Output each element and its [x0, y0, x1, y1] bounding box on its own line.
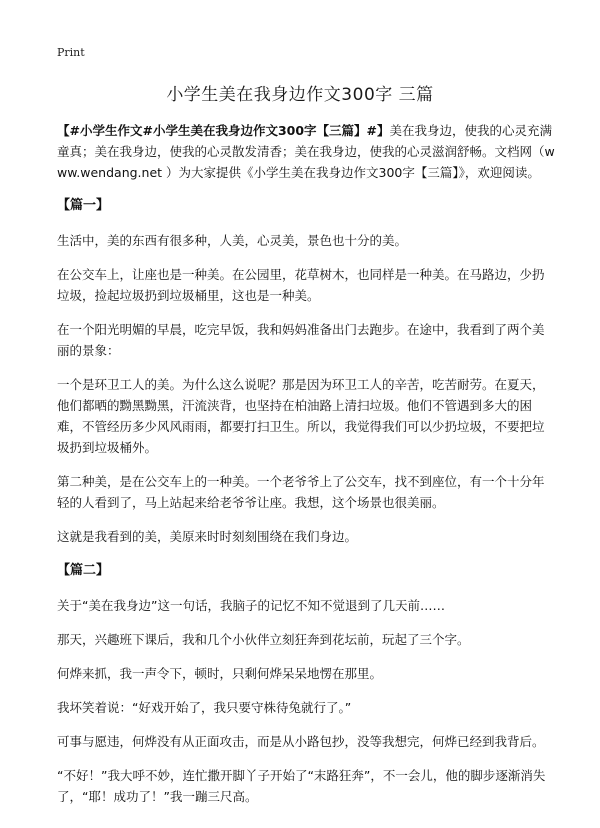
- paragraph: 一个是环卫工人的美。为什么这么说呢？那是因为环卫工人的辛苦，吃苦耐劳。在夏天，他们都晒的黝黑黝黑，汗流浃背，也坚持在柏油路上清扫垃圾。他们不管遇到多大的困难，不管经历多少风风雨雨，都要打扫卫生。所以，我觉得我们可以少扔垃圾，不要把垃圾扔到垃圾桶外。: [57, 377, 545, 455]
- paragraph: 关于“美在我身边”这一句话，我脑子的记忆不知不觉退到了几天前……: [57, 598, 445, 613]
- paragraph: 第二种美，是在公交车上的一种美。一个老爷爷上了公交车，找不到座位，有一个十分年轻的人看到了，马上站起来给老爷爷让座。我想，这个场景也很美丽。: [57, 474, 545, 510]
- paragraph: 可事与愿违，何烨没有从正面攻击，而是从小路包抄，没等我想完，何烨已经到我背后。: [57, 734, 545, 749]
- paragraph: 我坏笑着说：“好戏开始了，我只要守株待兔就行了。”: [57, 700, 352, 715]
- page-title: 小学生美在我身边作文300字 三篇: [166, 85, 434, 105]
- section-heading: 【篇一】: [57, 198, 110, 213]
- paragraph: 在一个阳光明媚的早晨，吃完早饭，我和妈妈准备出门去跑步。在途中，我看到了两个美丽的景象：: [57, 322, 545, 358]
- article-body: [57, 120, 555, 820]
- section-heading: 【篇二】: [57, 563, 110, 578]
- paragraph: “不好！”我大呼不妙，连忙撒开脚丫子开始了“末路狂奔”，不一会儿，他的脚步逐渐消失了，“耶！成功了！”我一蹦三尺高。: [57, 768, 546, 804]
- intro-paragraph: [57, 120, 555, 183]
- intro-tags: 【#小学生作文#小学生美在我身边作文300字【三篇】#】: [57, 123, 390, 138]
- paragraph: 何烨来抓，我一声令下，顿时，只剩何烨呆呆地愣在那里。: [57, 666, 383, 681]
- paragraph: 生活中，美的东西有很多种，人美，心灵美，景色也十分的美。: [57, 233, 408, 248]
- paragraph: 那天，兴趣班下课后，我和几个小伙伴立刻狂奔到花坛前，玩起了三个字。: [57, 632, 470, 647]
- paragraph: 在公交车上，让座也是一种美。在公园里，花草树木，也同样是一种美。在马路边，少扔垃圾，捡起垃圾扔到垃圾桶里，这也是一种美。: [57, 267, 545, 303]
- print-link[interactable]: Print: [57, 46, 85, 59]
- paragraph: 这就是我看到的美，美原来时时刻刻围绕在我们身边。: [57, 529, 358, 544]
- intro-text: 美在我身边，使我的心灵充满童真；美在我身边，使我的心灵散发清香；美在我身边，使我的心灵滋润舒畅。文档网（www.wendang.net ）为大家提供《小学生美在我身边作文300字【三篇】》，欢迎阅读。: [57, 123, 555, 180]
